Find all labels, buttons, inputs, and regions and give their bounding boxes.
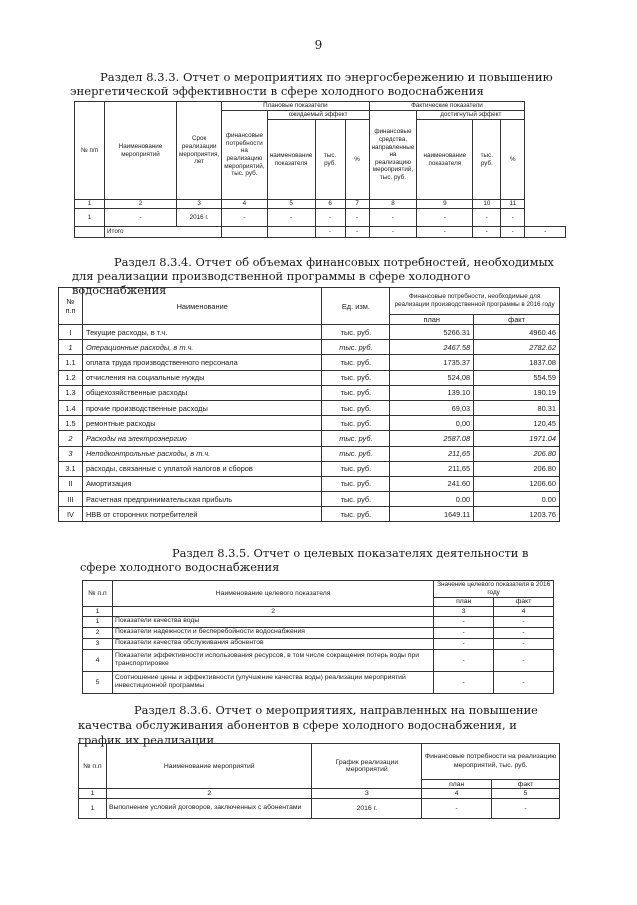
table-row bbox=[59, 385, 560, 400]
service-quality-table bbox=[78, 743, 560, 819]
col-number: 4 bbox=[222, 200, 267, 209]
header-ind-name: наименование показателя bbox=[417, 120, 473, 200]
cell: - bbox=[345, 227, 369, 238]
header-name: Наименование мероприятий bbox=[106, 744, 312, 789]
cell-n: 1.4 bbox=[59, 400, 83, 415]
cell-fact: 4960.46 bbox=[474, 325, 560, 340]
col-number: 10 bbox=[473, 200, 501, 209]
cell-name: Соотношение цены и эффективности (улучшение качества воды) реализации мероприятий инвестиционной программы bbox=[112, 671, 433, 693]
col-number: 1 bbox=[83, 606, 113, 616]
header-fact-group: Фактические показатели bbox=[369, 102, 525, 111]
cell: 1 bbox=[79, 799, 107, 819]
table-row bbox=[83, 649, 554, 671]
cell-n: II bbox=[59, 476, 83, 491]
cell-plan: 1649.11 bbox=[390, 507, 474, 522]
cell: - bbox=[315, 227, 345, 238]
table-row bbox=[59, 461, 560, 476]
table-row bbox=[59, 446, 560, 461]
table-row bbox=[59, 340, 560, 355]
cell-fact: 1206.60 bbox=[474, 476, 560, 491]
cell-plan: - bbox=[434, 638, 494, 649]
header-plan: план bbox=[422, 780, 492, 789]
cell-n: 3.1 bbox=[59, 461, 83, 476]
table-row bbox=[59, 492, 560, 507]
cell: - bbox=[222, 209, 267, 227]
cell: - bbox=[525, 227, 566, 238]
cell-plan: 69,03 bbox=[390, 400, 474, 415]
cell-name: Операционные расходы, в т.ч. bbox=[82, 340, 321, 355]
col-number: 3 bbox=[177, 200, 222, 209]
cell-unit: тыс. руб. bbox=[322, 416, 390, 431]
header-name: Наименование bbox=[82, 288, 321, 325]
energy-saving-table bbox=[74, 101, 566, 238]
col-number: 7 bbox=[345, 200, 369, 209]
header-achieved: достигнутый эффект bbox=[417, 111, 525, 120]
cell-fact: 206.80 bbox=[474, 461, 560, 476]
cell-n: III bbox=[59, 492, 83, 507]
col-number: 3 bbox=[312, 789, 422, 799]
table-row bbox=[79, 799, 560, 819]
cell-plan: 211,65 bbox=[390, 446, 474, 461]
header-num: № п.п bbox=[79, 744, 107, 789]
table-row bbox=[59, 431, 560, 446]
cell-fact: 190.19 bbox=[474, 385, 560, 400]
financial-needs-table bbox=[58, 287, 560, 522]
table-row bbox=[59, 476, 560, 491]
cell bbox=[267, 227, 315, 238]
header-fin-fact: финансовые средства, направленные на реализацию мероприятий, тыс. руб. bbox=[369, 111, 417, 200]
cell-fact: 2782.62 bbox=[474, 340, 560, 355]
cell-fact: 1203.76 bbox=[474, 507, 560, 522]
header-rub: тыс. руб. bbox=[315, 120, 345, 200]
header-name: Наименование мероприятий bbox=[105, 102, 177, 200]
cell-name: оплата труда производственного персонала bbox=[82, 355, 321, 370]
cell-n: 2 bbox=[83, 627, 113, 638]
cell bbox=[222, 227, 267, 238]
cell-plan: 0.00 bbox=[390, 492, 474, 507]
cell-unit: тыс. руб. bbox=[322, 385, 390, 400]
table-row bbox=[59, 400, 560, 415]
cell-name: Расчетная предпринимательская прибыль bbox=[82, 492, 321, 507]
cell: - bbox=[267, 209, 315, 227]
cell-unit: тыс. руб. bbox=[322, 492, 390, 507]
cell-unit: тыс. руб. bbox=[322, 476, 390, 491]
table-row bbox=[83, 638, 554, 649]
cell-plan: 2467.58 bbox=[390, 340, 474, 355]
cell-n: 1.3 bbox=[59, 385, 83, 400]
cell: - bbox=[501, 227, 525, 238]
cell-plan: 139.10 bbox=[390, 385, 474, 400]
header-expected: ожидаемый эффект bbox=[267, 111, 369, 120]
cell-n: 1.1 bbox=[59, 355, 83, 370]
header-num: № п.п bbox=[83, 581, 113, 607]
table-row bbox=[83, 671, 554, 693]
header-num: № п.п bbox=[59, 288, 83, 325]
cell-unit: тыс. руб. bbox=[322, 507, 390, 522]
col-number: 3 bbox=[434, 606, 494, 616]
cell: - bbox=[369, 227, 417, 238]
cell-fact: - bbox=[494, 638, 554, 649]
col-number: 2 bbox=[105, 200, 177, 209]
section-8-3-3-title: Раздел 8.3.3. Отчет о мероприятиях по энергосбережению и повышению энергетической эффективности в сфере холодного водоснабжения bbox=[70, 70, 553, 98]
cell: Выполнение условий договоров, заключенных с абонентами bbox=[106, 799, 312, 819]
cell-plan: - bbox=[434, 649, 494, 671]
cell-name: Текущие расходы, в т.ч. bbox=[82, 325, 321, 340]
cell-name: Амортизация bbox=[82, 476, 321, 491]
cell-n: 2 bbox=[59, 431, 83, 446]
header-unit: Ед. изм. bbox=[322, 288, 390, 325]
page-number: 9 bbox=[314, 38, 323, 52]
cell-unit: тыс. руб. bbox=[322, 370, 390, 385]
cell-n: 1 bbox=[59, 340, 83, 355]
cell-plan: - bbox=[434, 616, 494, 627]
header-fin: Финансовые потребности на реализацию мероприятий, тыс. руб. bbox=[422, 744, 560, 780]
cell-name: Показатели эффективности использования ресурсов, в том числе сокращения потерь воды при транспортировке bbox=[112, 649, 433, 671]
table-row bbox=[59, 325, 560, 340]
cell: - bbox=[473, 227, 501, 238]
cell-n: 1.2 bbox=[59, 370, 83, 385]
header-plan: план bbox=[434, 597, 494, 606]
cell: - bbox=[417, 227, 473, 238]
header-pct: % bbox=[501, 120, 525, 200]
cell-fact: - bbox=[494, 627, 554, 638]
cell-name: Неподконтрольные расходы, в т.ч. bbox=[82, 446, 321, 461]
cell: - bbox=[417, 209, 473, 227]
cell: 1 bbox=[75, 209, 105, 227]
table-row bbox=[59, 355, 560, 370]
cell-n: 1.5 bbox=[59, 416, 83, 431]
cell-n: 5 bbox=[83, 671, 113, 693]
section-8-3-4-title: Раздел 8.3.4. Отчет об объемах финансовых потребностей, необходимых для реализации производственной программы в сфере холодного водоснабжения bbox=[72, 255, 554, 297]
col-number: 2 bbox=[106, 789, 312, 799]
col-number: 8 bbox=[369, 200, 417, 209]
cell-plan: 5266.31 bbox=[390, 325, 474, 340]
col-number: 4 bbox=[494, 606, 554, 616]
cell-n: 3 bbox=[59, 446, 83, 461]
cell-name: ремонтные расходы bbox=[82, 416, 321, 431]
cell-plan: 2587.08 bbox=[390, 431, 474, 446]
header-pct: % bbox=[345, 120, 369, 200]
col-number: 4 bbox=[422, 789, 492, 799]
cell-plan: 524,08 bbox=[390, 370, 474, 385]
cell-fact: 120,45 bbox=[474, 416, 560, 431]
cell-plan: 241.60 bbox=[390, 476, 474, 491]
header-val: Значение целевого показателя в 2016 году bbox=[434, 581, 554, 598]
cell-plan: 0,00 bbox=[390, 416, 474, 431]
cell: - bbox=[345, 209, 369, 227]
cell-unit: тыс. руб. bbox=[322, 400, 390, 415]
cell-plan: 1735.37 bbox=[390, 355, 474, 370]
cell-name: Показатели качества воды bbox=[112, 616, 433, 627]
cell: - bbox=[369, 209, 417, 227]
header-fact: факт bbox=[492, 780, 560, 789]
cell-n: IV bbox=[59, 507, 83, 522]
cell-name: Показатели надежности и бесперебойности водоснабжения bbox=[112, 627, 433, 638]
col-number: 9 bbox=[417, 200, 473, 209]
cell-n: 4 bbox=[83, 649, 113, 671]
header-sched: График реализации мероприятий bbox=[312, 744, 422, 789]
cell-fact: 1971.04 bbox=[474, 431, 560, 446]
cell-n: I bbox=[59, 325, 83, 340]
cell-unit: тыс. руб. bbox=[322, 446, 390, 461]
cell-plan: - bbox=[434, 671, 494, 693]
cell-name: Расходы на электроэнергию bbox=[82, 431, 321, 446]
table-row bbox=[83, 616, 554, 627]
col-number: 6 bbox=[315, 200, 345, 209]
cell-unit: тыс. руб. bbox=[322, 325, 390, 340]
cell-fact: - bbox=[494, 649, 554, 671]
header-num: № п/п bbox=[75, 102, 105, 200]
cell-name: общехозяйственные расходы bbox=[82, 385, 321, 400]
header-fin-plan: финансовые потребности на реализацию мероприятий, тыс. руб. bbox=[222, 111, 267, 200]
header-fact: факт bbox=[494, 597, 554, 606]
total-label: Итого bbox=[105, 227, 222, 238]
header-rub: тыс. руб. bbox=[473, 120, 501, 200]
cell: - bbox=[501, 209, 525, 227]
section-8-3-6-title: Раздел 8.3.6. Отчет о мероприятиях, направленных на повышение качества обслуживания абонентов в сфере холодного водоснабжения, и график их реализации bbox=[78, 703, 538, 747]
cell-unit: тыс. руб. bbox=[322, 340, 390, 355]
cell-fact: 80.31 bbox=[474, 400, 560, 415]
col-number: 1 bbox=[75, 200, 105, 209]
cell: - bbox=[473, 209, 501, 227]
cell: - bbox=[422, 799, 492, 819]
cell-name: НВВ от сторонних потребителей bbox=[82, 507, 321, 522]
cell-name: прочие производственные расходы bbox=[82, 400, 321, 415]
header-plan-group: Плановые показатели bbox=[222, 102, 369, 111]
cell-name: отчисления на социальные нужды bbox=[82, 370, 321, 385]
cell-unit: тыс. руб. bbox=[322, 355, 390, 370]
header-name: Наименование целевого показателя bbox=[112, 581, 433, 607]
cell-fact: 0.00 bbox=[474, 492, 560, 507]
total-row bbox=[75, 227, 566, 238]
cell: - bbox=[105, 209, 177, 227]
cell: - bbox=[492, 799, 560, 819]
section-8-3-5-title: Раздел 8.3.5. Отчет о целевых показателях деятельности в сфере холодного водоснабжения bbox=[80, 546, 529, 574]
col-number: 2 bbox=[112, 606, 433, 616]
table-row bbox=[59, 416, 560, 431]
cell-plan: - bbox=[434, 627, 494, 638]
cell-n: 3 bbox=[83, 638, 113, 649]
col-number: 5 bbox=[267, 200, 315, 209]
table-row bbox=[83, 627, 554, 638]
header-ind-name: наименование показателя bbox=[267, 120, 315, 200]
header-fin: Финансовые потребности, необходимые для реализации производственной программы в 2016 году bbox=[390, 288, 560, 315]
cell-n: 1 bbox=[83, 616, 113, 627]
header-fact: факт bbox=[474, 315, 560, 325]
cell: 2016 г. bbox=[312, 799, 422, 819]
cell-unit: тыс. руб. bbox=[322, 431, 390, 446]
col-number: 1 bbox=[79, 789, 107, 799]
cell-fact: - bbox=[494, 616, 554, 627]
target-indicators-table bbox=[82, 580, 554, 694]
cell: 2016 г. bbox=[177, 209, 222, 227]
cell-plan: 211,65 bbox=[390, 461, 474, 476]
table-row bbox=[59, 507, 560, 522]
cell bbox=[75, 227, 105, 238]
col-number: 11 bbox=[501, 200, 525, 209]
cell-name: расходы, связанные с уплатой налогов и сборов bbox=[82, 461, 321, 476]
cell-fact: - bbox=[494, 671, 554, 693]
cell-fact: 554.59 bbox=[474, 370, 560, 385]
cell-fact: 1837.08 bbox=[474, 355, 560, 370]
col-number: 5 bbox=[492, 789, 560, 799]
cell-name: Показатели качества обслуживания абонентов bbox=[112, 638, 433, 649]
cell: - bbox=[315, 209, 345, 227]
table-row bbox=[75, 209, 566, 227]
header-plan: план bbox=[390, 315, 474, 325]
cell-unit: тыс. руб. bbox=[322, 461, 390, 476]
header-term: Срок реализации мероприятия, лет bbox=[177, 102, 222, 200]
cell-fact: 206.80 bbox=[474, 446, 560, 461]
table-row bbox=[59, 370, 560, 385]
